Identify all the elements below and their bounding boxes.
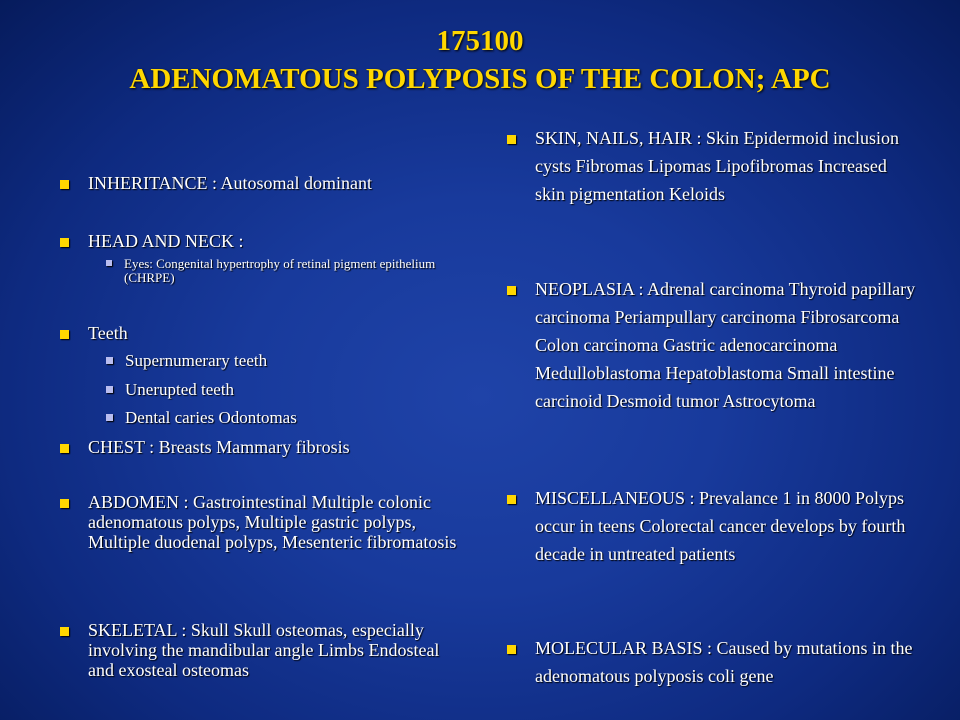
skeletal-text: SKELETAL : Skull Skull osteomas, especially involving the mandibular angle Limbs Endosteal and exosteal osteomas — [88, 620, 440, 680]
bullet-head-neck — [60, 231, 460, 251]
sub-bullet-teeth-3 — [106, 408, 456, 428]
teeth-item-text: Unerupted teeth — [125, 380, 235, 399]
sub-bullet-teeth-1 — [106, 351, 456, 371]
title-disease-name: ADENOMATOUS POLYPOSIS OF THE COLON; APC — [129, 63, 831, 95]
bullet-skin-nails-hair — [507, 124, 917, 208]
bullet-miscellaneous — [507, 484, 917, 568]
square-bullet-icon — [60, 180, 69, 189]
head-neck-text: HEAD AND NECK : — [88, 231, 244, 251]
square-bullet-icon — [106, 260, 112, 266]
abdomen-text: ABDOMEN : Gastrointestinal Multiple colonic adenomatous polyps, Multiple gastric polyps, Multiple duodenal polyps, Mesenteric fibromatosis — [88, 492, 457, 552]
eyes-text: Eyes: Congenital hypertrophy of retinal pigment epithelium (CHRPE) — [124, 256, 436, 285]
sub-bullet-teeth-2 — [106, 380, 456, 400]
square-bullet-icon — [60, 238, 69, 247]
molecular-basis-text: MOLECULAR BASIS : Caused by mutations in the adenomatous polyposis coli gene — [535, 638, 913, 686]
teeth-item-text: Dental caries Odontomas — [125, 408, 297, 427]
square-bullet-icon — [507, 645, 516, 654]
square-bullet-icon — [60, 444, 69, 453]
teeth-item-text: Supernumerary teeth — [125, 351, 268, 370]
skin-text: SKIN, NAILS, HAIR : Skin Epidermoid inclusion cysts Fibromas Lipomas Lipofibromas Increased skin pigmentation Keloids — [535, 128, 899, 204]
slide-title — [0, 22, 960, 98]
title-omim-number: 175100 — [436, 25, 524, 57]
bullet-neoplasia — [507, 275, 917, 415]
neoplasia-text: NEOPLASIA : Adrenal carcinoma Thyroid papillary carcinoma Periampullary carcinoma Fibrosarcoma Colon carcinoma Gastric adenocarcinoma Medulloblastoma Hepatoblastoma Small intestine carcinoid Desmoid tumor Astrocytoma — [535, 279, 916, 411]
square-bullet-icon — [60, 627, 69, 636]
square-bullet-icon — [106, 414, 113, 421]
miscellaneous-text: MISCELLANEOUS : Prevalance 1 in 8000 Polyps occur in teens Colorectal cancer develops by fourth decade in untreated patients — [535, 488, 906, 564]
bullet-abdomen — [60, 492, 460, 552]
sub-bullet-eyes — [106, 257, 456, 285]
square-bullet-icon — [60, 330, 69, 339]
inheritance-text: INHERITANCE : Autosomal dominant — [88, 173, 373, 193]
square-bullet-icon — [106, 386, 113, 393]
bullet-molecular-basis — [507, 634, 917, 690]
teeth-text: Teeth — [88, 323, 128, 343]
chest-text: CHEST : Breasts Mammary fibrosis — [88, 437, 350, 457]
bullet-skeletal — [60, 620, 460, 680]
bullet-chest — [60, 437, 460, 457]
square-bullet-icon — [60, 499, 69, 508]
square-bullet-icon — [507, 135, 516, 144]
square-bullet-icon — [507, 286, 516, 295]
square-bullet-icon — [507, 495, 516, 504]
bullet-teeth — [60, 323, 460, 343]
bullet-inheritance — [60, 173, 460, 193]
square-bullet-icon — [106, 357, 113, 364]
